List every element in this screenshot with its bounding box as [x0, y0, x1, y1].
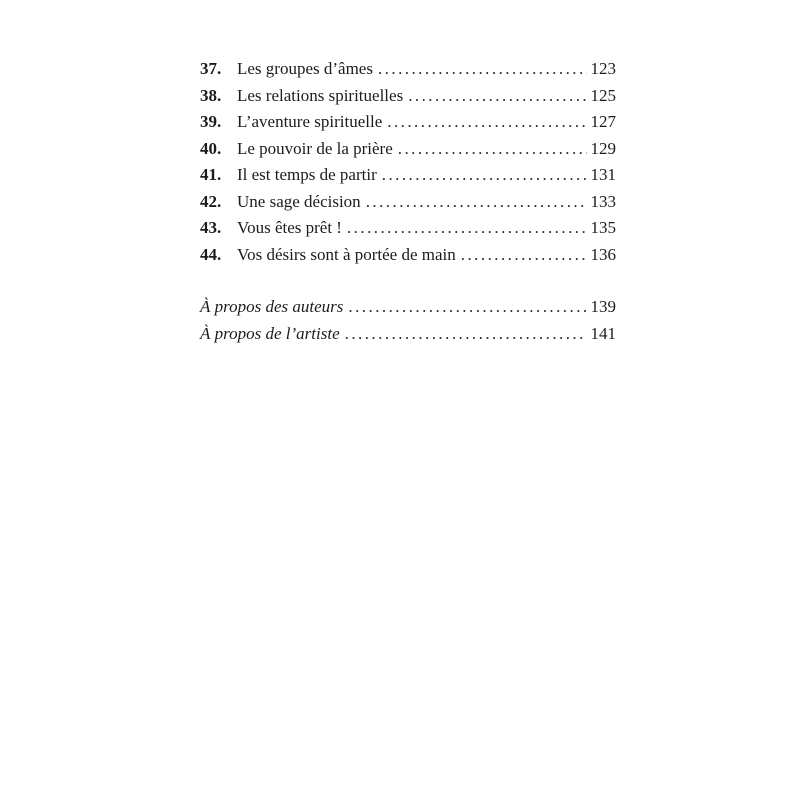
toc-entry-about-authors [200, 294, 616, 321]
toc-entry-about-artist [200, 321, 616, 348]
chapter-number: 37. [200, 59, 222, 78]
page-number: 136 [590, 244, 616, 264]
toc-entry-40 [200, 136, 616, 163]
toc-entry-43 [200, 215, 616, 242]
chapter-number: 42. [200, 191, 222, 211]
page-number: 127 [590, 112, 616, 131]
toc-entry-37 [200, 56, 616, 83]
dot-leader [461, 242, 587, 269]
chapter-number: 44. [200, 244, 222, 264]
page-number: 133 [590, 191, 616, 211]
dot-leader [387, 109, 586, 136]
section-spacer [200, 268, 616, 294]
chapter-title: Les relations spirituelles [237, 85, 404, 105]
dot-leader [382, 162, 587, 189]
chapter-number: 39. [200, 112, 222, 131]
chapter-title: Vous êtes prêt ! [237, 218, 342, 237]
toc-entry-44 [200, 242, 616, 269]
page-number: 129 [590, 138, 616, 158]
dot-leader [408, 83, 586, 110]
dot-leader [345, 321, 587, 348]
page-number: 125 [590, 85, 616, 105]
toc-entry-39 [200, 109, 616, 136]
chapter-title: Il est temps de partir [237, 165, 377, 184]
chapter-number: 38. [200, 85, 222, 105]
chapter-title: Les groupes d’âmes [237, 59, 373, 78]
appendix-title: À propos des auteurs [200, 297, 344, 316]
dot-leader [398, 136, 587, 163]
chapter-number: 43. [200, 218, 222, 237]
toc-entry-42 [200, 189, 616, 216]
chapter-number: 40. [200, 138, 222, 158]
chapter-title: Le pouvoir de la prière [237, 138, 393, 158]
chapter-number: 41. [200, 165, 222, 184]
page-number: 139 [590, 297, 616, 316]
chapter-title: Vos désirs sont à portée de main [237, 244, 456, 264]
dot-leader [348, 294, 586, 321]
dot-leader [366, 189, 587, 216]
appendix-title: À propos de l’artiste [200, 323, 340, 343]
toc-entry-38 [200, 83, 616, 110]
chapter-title: Une sage décision [237, 191, 361, 211]
dot-leader [378, 56, 587, 83]
table-of-contents [200, 56, 616, 347]
page-number: 141 [590, 323, 616, 343]
page-number: 135 [590, 218, 616, 237]
chapter-title: L’aventure spirituelle [237, 112, 383, 131]
toc-entry-41 [200, 162, 616, 189]
page-number: 123 [590, 59, 616, 78]
page-number: 131 [590, 165, 616, 184]
dot-leader [347, 215, 587, 242]
